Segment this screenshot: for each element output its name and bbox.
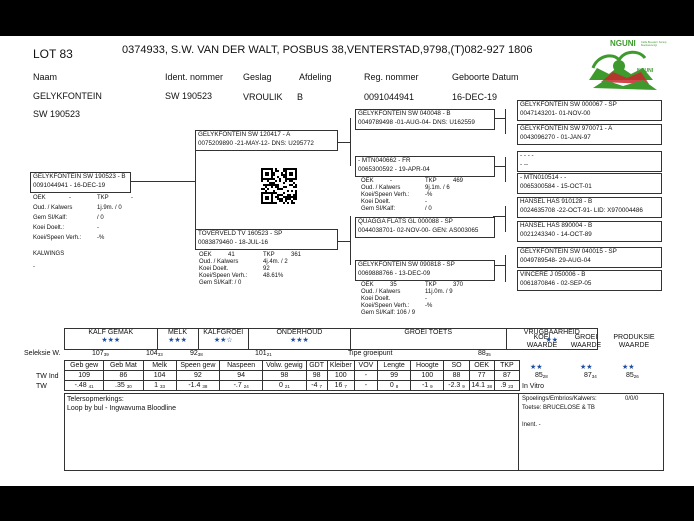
subject-line1: GELYKFONTEIN SW 190523 - B <box>33 173 126 180</box>
dam-sire-box: QUAGGA FLATS GL 000088 - SP 0044038701- 02-NOV-00- GEN: AS003065 <box>355 217 495 238</box>
logo-tagline-2: Beesbelerenigi <box>641 44 657 47</box>
animal-reg: 0091044941 <box>364 92 415 102</box>
tw-ind-cell: 98 <box>263 371 306 381</box>
tw-ind-cell: 88 <box>444 371 469 381</box>
sire-dam-stats: OEK - TKP 469 Oud. / Kalwers 9j.1m. / 6 Koei/Speen Verh.: -% Koei Doelt. - Gem SI/Kalf: / 0 <box>361 178 464 212</box>
sire-sire-box: GELYKFONTEIN SW 040048 - B 0049789498 -01-AUG-04- DNS: U162559 <box>355 109 495 130</box>
label-reg: Reg. nommer <box>364 72 419 82</box>
subheader-cell: OEK <box>469 361 494 371</box>
logo-tagline-1: Cattle Breeders' Society <box>641 41 667 44</box>
koei-waarde-header: KOEI WAARDE <box>526 334 558 349</box>
subheader-cell: Hoogte <box>411 361 444 371</box>
subheader-cell: SO <box>444 361 469 371</box>
spoelings-value: 0/0/0 <box>625 396 639 402</box>
subheader-cell: GDT <box>306 361 327 371</box>
stat-label: OEK <box>33 195 46 201</box>
subject-line2: 0091044941 - 16-DEC-19 <box>33 181 106 189</box>
subject-box <box>30 172 131 193</box>
qr-code <box>261 168 297 204</box>
sel-vrugbaarheid: 8835 <box>478 350 491 357</box>
tw-ind-cell: - <box>354 371 377 381</box>
animal-sex: VROULIK <box>243 92 283 102</box>
spoelings-label: Spoelings/Embrios/Kalwers: <box>522 396 597 402</box>
lot-number: LOT 83 <box>33 47 73 61</box>
subheader-cell: Geb gew <box>65 361 104 371</box>
tw-ind-cell: 87 <box>494 371 519 381</box>
perf-values-table <box>64 360 520 391</box>
subheader-cell: Geb Mat <box>104 361 143 371</box>
sire-box: GELYKFONTEIN SW 120417 - A 0075209890 -21-MAY-12- DNS: U295772 <box>195 130 338 151</box>
animal-dob: 16-DEC-19 <box>452 92 498 102</box>
dam-dam-box: GELYKFONTEIN SW 090818 - SP 0069888766 - 13-DEC-09 <box>355 260 495 281</box>
dam-dam-stats: OEK 35 TKP 370 Oud. / Kalwers 11j.0m. / 9 Koei Doelt. - Koei/Speen Verh.: -% Gem SI/Kalf: 106 / 9 <box>361 282 464 316</box>
in-vitro: In Vitro <box>522 383 545 390</box>
subheader-cell: TKP <box>494 361 519 371</box>
subheader-cell: Kleiber <box>327 361 354 371</box>
tw-cell: .35 30 <box>104 381 143 391</box>
tw-ind-cell: 86 <box>104 371 143 381</box>
ggp-box-2: GELYKFONTEIN SW 970071 - A 0043096270 - 01-JAN-97 <box>517 124 662 145</box>
sel-kalfgroei: 9238 <box>190 350 203 357</box>
ggp-box-3: - - - - - -- <box>517 151 662 172</box>
inent: Inent. - <box>522 422 541 428</box>
animal-name: GELYKFONTEIN <box>33 91 102 101</box>
sel-groei-toets: Tipe groeipunt <box>348 350 393 357</box>
subheader-cell: Naspeen <box>220 361 263 371</box>
dam-box: TOVERVELD TV 160523 - SP 0083879460 - 18-JUL-16 <box>195 229 338 250</box>
tw-ind-cell: 109 <box>65 371 104 381</box>
groei-waarde-header: GROEI WAARDE <box>570 334 602 349</box>
tw-cell: -1.4 38 <box>176 381 219 391</box>
label-division: Afdeling <box>299 72 332 82</box>
sel-kalf-gemak: 10739 <box>92 350 109 357</box>
tw-cell: .9 23 <box>494 381 519 391</box>
tw-cell: 14.1 38 <box>469 381 494 391</box>
subheader-cell: Melk <box>143 361 176 371</box>
subject-stats: OEK - TKP - Oud. / Kalwers 1j.9m. / 0 Gem SI/Kalf: / 0 Koei Doelt.: - Koei/Speen Verh.: -% <box>33 195 133 241</box>
tw-ind-cell: 104 <box>143 371 176 381</box>
stars-groei-waarde: ★★ <box>580 364 593 371</box>
tw-cell: -1 9 <box>411 381 444 391</box>
tw-ind-cell: 94 <box>220 371 263 381</box>
stars-koei-waarde: ★★ <box>530 364 543 371</box>
tw-ind-cell: 92 <box>176 371 219 381</box>
tw-cell: -.48 41 <box>65 381 104 391</box>
tw-ind-cell: 99 <box>378 371 411 381</box>
subheader-cell: VOV <box>354 361 377 371</box>
label-id: Ident. nommer <box>165 72 224 82</box>
tw-ind-cell: 77 <box>469 371 494 381</box>
tw-cell: 0 8 <box>378 381 411 391</box>
ggp-box-1: GELYKFONTEIN SW 000067 - SP 0047143201- 01-NOV-00 <box>517 100 662 121</box>
subheader-cell: Volw. gewig <box>263 361 306 371</box>
subheader-cell: Lengte <box>378 361 411 371</box>
ggp-box-4: - MTN010514 - - 0065300584 - 15-OCT-01 <box>517 173 662 194</box>
val-koei-waarde: 8528 <box>535 372 548 379</box>
stars-produksie-waarde: ★★ <box>622 364 635 371</box>
remarks-text: Loop by bul - Ingwavuma Bloodline <box>67 405 176 412</box>
tw-cell: 0 21 <box>263 381 306 391</box>
seleksie-label: Seleksie W. <box>24 350 61 357</box>
ggp-box-8: VINCERE J 050006 - B 0061870846 - 02-SEP-05 <box>517 270 662 291</box>
stars-kalf-gemak: ★★★ <box>101 337 121 344</box>
kalwings-value: - <box>33 264 35 270</box>
subheader-cell: Speen gew <box>176 361 219 371</box>
tw-cell: - <box>354 381 377 391</box>
sire-dam-box: - MTN040662 - FR 0065300592 - 19-APR-04 <box>355 156 495 177</box>
tw-cell: -4 7 <box>306 381 327 391</box>
tw-cell: 1 33 <box>143 381 176 391</box>
animal-division: B <box>297 92 304 102</box>
tw-ind-cell: 100 <box>411 371 444 381</box>
owner-line: 0374933, S.W. VAN DER WALT, POSBUS 38,VENTERSTAD,9798,(T)082-927 1806 <box>122 44 533 56</box>
ggp-box-5: HANSEL HAS 910128 - B 0024635708 -22-OCT-91- LID: X970004486 <box>517 197 662 218</box>
kalwings-label: KALWINGS <box>33 251 65 257</box>
tw-cell: 16 7 <box>327 381 354 391</box>
tw-ind-label: TW Ind <box>36 373 59 380</box>
perf-header-table: KALF GEMAK ★★★ MELK ★★★ KALFGROEI ★★☆ ONDERHOUD ★★★ GROEI TOETS VRUGBAARHEID ★★ <box>64 328 598 350</box>
tw-ind-cell: 100 <box>327 371 354 381</box>
tw-cell: -2.3 9 <box>444 381 469 391</box>
animal-id: SW 190523 <box>165 91 213 101</box>
tw-label: TW <box>36 383 47 390</box>
toetse: Toetse: BRUCELOSE & TB <box>522 405 595 411</box>
produksie-waarde-header: PRODUKSIE WAARDE <box>613 334 655 349</box>
val-groei-waarde: 8734 <box>584 372 597 379</box>
logo-bottom: NGUNI <box>637 68 654 74</box>
label-sex: Geslag <box>243 72 272 82</box>
animal-id-secondary: SW 190523 <box>33 109 81 119</box>
sel-onderhoud: 10121 <box>255 350 272 357</box>
tw-cell: -.7 24 <box>220 381 263 391</box>
certificate-sheet <box>0 36 694 486</box>
ggp-box-7: GELYKFONTEIN SW 040015 - SP 0049789548- 29-AUG-04 <box>517 247 662 268</box>
val-produksie-waarde: 8526 <box>626 372 639 379</box>
ggp-box-6: HANSEL HAS 890004 - B 0021243340 - 14-OCT-89 <box>517 221 662 242</box>
label-dob: Geboorte Datum <box>452 72 519 82</box>
tw-ind-cell: 98 <box>306 371 327 381</box>
nguni-logo <box>583 38 668 96</box>
remarks-title: Telersopmerkings: <box>67 396 124 403</box>
sel-melk: 10433 <box>146 350 163 357</box>
logo-brand: NGUNI <box>610 39 636 48</box>
label-name: Naam <box>33 72 58 82</box>
dam-stats: OEK 41 TKP 361 Oud. / Kalwers 4j.4m. / 2 Koei Doelt. 92 Koei/Speen Verh.: 48.61% Gem SI/Kalf: / 0 <box>199 252 302 286</box>
